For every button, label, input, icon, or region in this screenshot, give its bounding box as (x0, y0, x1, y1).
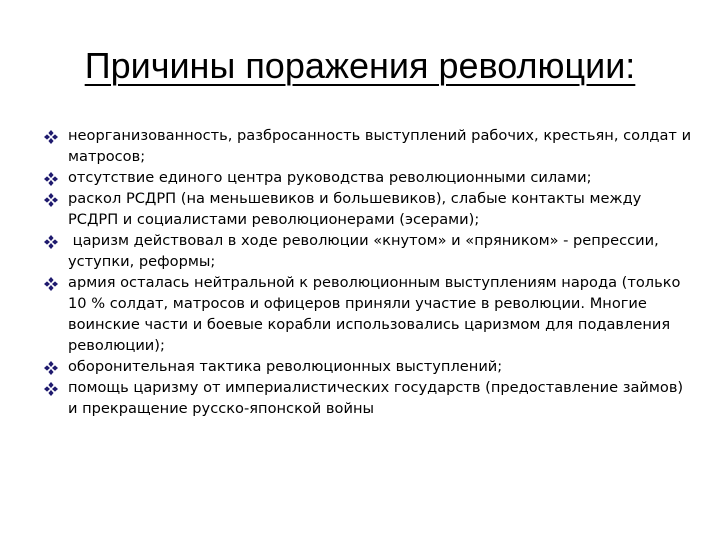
bullet-list (44, 125, 694, 419)
list-item (44, 167, 694, 188)
bullet-text: раскол РСДРП (на меньшевиков и большевиков), слабые контакты между РСДРП и социалистами революционерами (эсерами); (68, 190, 642, 228)
slide-title: Причины поражения революции: (84, 45, 636, 86)
bullet-text: армия осталась нейтральной к революционным выступлениям народа (только 10 % солдат, матросов и офицеров приняли участие в революции. Многие воинские части и боевые корабли использовались царизмом для подавления революции); (68, 274, 681, 354)
bullet-text: отсутствие единого центра руководства революционными силами; (68, 169, 592, 186)
list-item (44, 188, 694, 230)
list-item (44, 377, 694, 419)
list-item (44, 272, 694, 356)
diamond-quad-bullet-icon (44, 359, 68, 377)
diamond-quad-bullet-icon (44, 170, 68, 188)
bullet-text: царизм действовал в ходе революции «кнутом» и «пряником» - репрессии, уступки, реформы; (68, 232, 664, 270)
diamond-quad-bullet-icon (44, 191, 68, 209)
diamond-quad-bullet-icon (44, 128, 68, 146)
bullet-text: неорганизованность, разбросанность выступлений рабочих, крестьян, солдат и матросов; (68, 127, 692, 165)
list-item (44, 125, 694, 167)
diamond-quad-bullet-icon (44, 233, 68, 251)
list-item (44, 230, 694, 272)
bullet-text: помощь царизму от империалистических государств (предоставление займов) и прекращение русско-японской войны (68, 379, 684, 417)
diamond-quad-bullet-icon (44, 275, 68, 293)
bullet-text: оборонительная тактика революционных выступлений; (68, 358, 503, 375)
diamond-quad-bullet-icon (44, 380, 68, 398)
list-item (44, 356, 694, 377)
